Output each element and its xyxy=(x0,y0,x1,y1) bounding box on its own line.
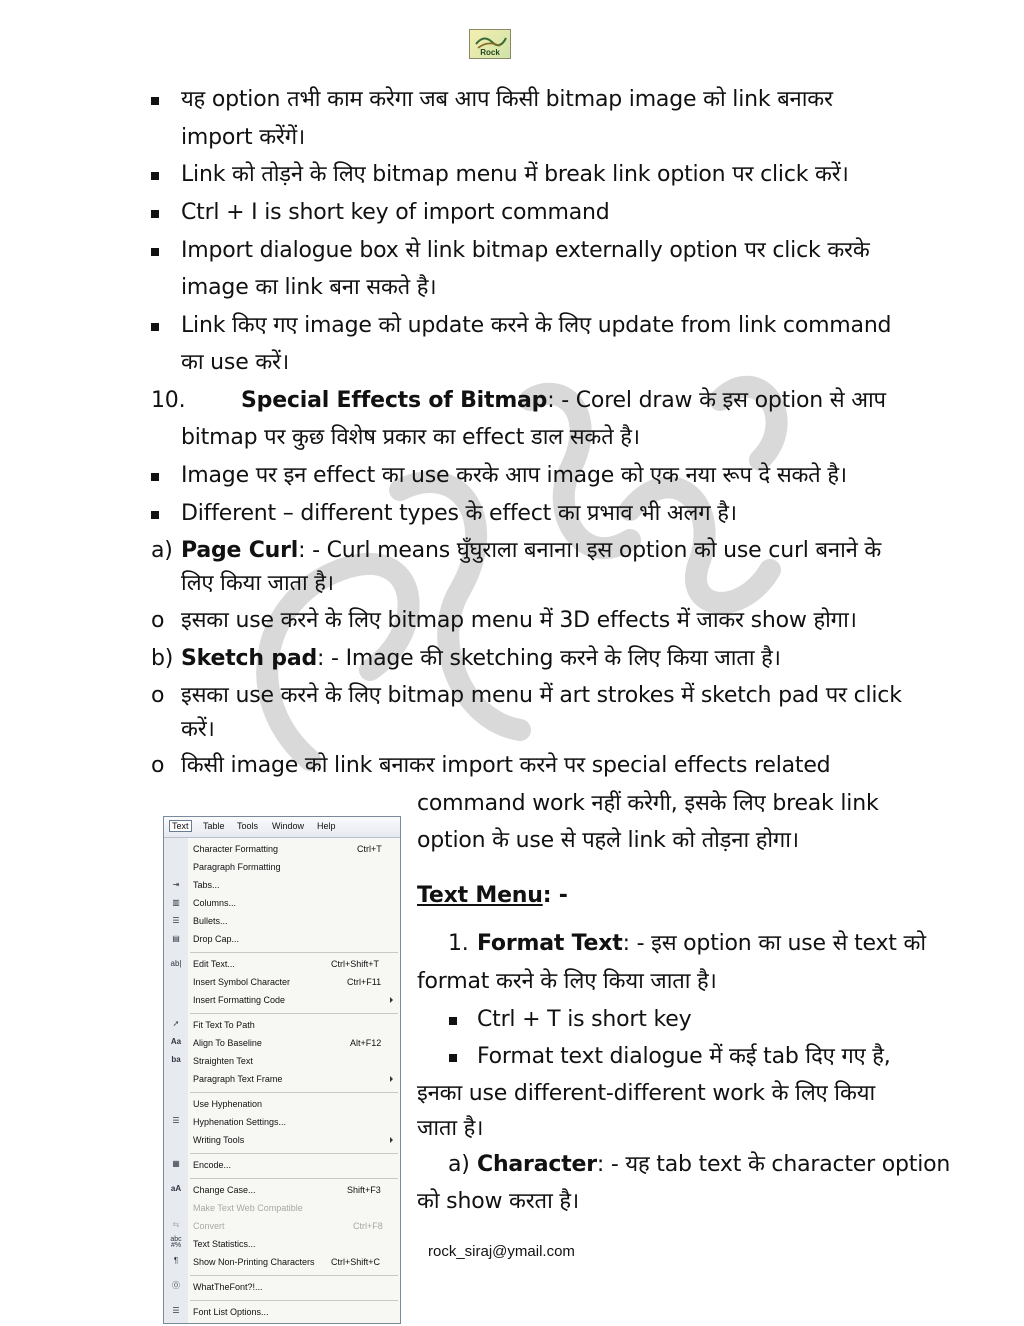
menu-shortcut: Shift+F3 xyxy=(347,1185,381,1195)
list-marker: a) xyxy=(151,538,173,563)
hyphenation-settings-icon: ☰ xyxy=(172,1116,180,1125)
menu-separator xyxy=(190,952,398,953)
menu-item-change-case[interactable]: Change Case... xyxy=(193,1185,256,1195)
menu-item-hyphenation-settings[interactable]: Hyphenation Settings... xyxy=(193,1117,287,1127)
bullet-text: Link को तोड़ने के लिए bitmap menu में break link option पर click करें। xyxy=(181,162,849,187)
page-curl-title: Page Curl xyxy=(181,538,299,563)
continuation-line xyxy=(0,712,1024,748)
format-text-desc: format करने के लिए किया जाता है। xyxy=(417,969,717,994)
columns-icon: ▥ xyxy=(172,898,180,907)
submenu-arrow-icon xyxy=(390,1137,393,1143)
sketch-pad-line xyxy=(0,641,1024,677)
bullet-line xyxy=(0,195,1024,231)
note-line xyxy=(0,748,1024,784)
menu-item-insert-formatting-code[interactable]: Insert Formatting Code xyxy=(193,995,286,1005)
bullet-marker xyxy=(151,248,159,256)
note-text: option के use से पहले link को तोड़ना होगा। xyxy=(417,828,799,853)
continuation-line xyxy=(0,964,1024,1000)
page-curl-text: लिए किया जाता है। xyxy=(181,571,334,596)
bullet-line xyxy=(0,82,1024,118)
note-text: किसी image को link बनाकर import करने पर special effects related xyxy=(181,753,831,778)
font-list-icon: ☰ xyxy=(172,1306,180,1315)
bullet-text: यह option तभी काम करेगा जब आप किसी bitmap image को link बनाकर xyxy=(181,87,833,112)
pilcrow-icon: ¶ xyxy=(173,1256,179,1265)
menubar-table[interactable]: Table xyxy=(203,821,225,831)
menu-item-paragraph-text-frame[interactable]: Paragraph Text Frame xyxy=(193,1074,283,1084)
circle-marker: o xyxy=(151,608,165,633)
encode-icon: ▦ xyxy=(172,1159,180,1168)
text-statistics-icon: abc #% xyxy=(170,1236,182,1249)
body-text: जाता है। xyxy=(417,1116,484,1141)
bullet-line xyxy=(0,1039,1024,1075)
fit-text-path-icon: ➚ xyxy=(172,1019,180,1028)
list-marker: b) xyxy=(151,646,174,671)
menu-item-text-statistics[interactable]: Text Statistics... xyxy=(193,1239,256,1249)
note-line xyxy=(0,786,1024,822)
bullet-text: Format text dialogue में कई tab दिए गए है, xyxy=(477,1044,891,1069)
note-line xyxy=(0,823,1024,859)
menu-item-straighten-text[interactable]: Straighten Text xyxy=(193,1056,253,1066)
page-curl-text: : - Curl means घुँघुराला बनाना। इस option को use curl बनाने के xyxy=(298,538,882,563)
circle-marker: o xyxy=(151,683,165,708)
list-number: 1. xyxy=(448,931,469,956)
bullet-text: Import dialogue box से link bitmap externally option पर click करके xyxy=(181,238,870,263)
continuation-line xyxy=(0,1076,1024,1112)
menu-item-whatthefont[interactable]: WhatTheFont?!... xyxy=(193,1282,263,1292)
sub-item-line xyxy=(0,603,1024,639)
menu-item-font-list-options[interactable]: Font List Options... xyxy=(193,1307,269,1317)
sub-item-line xyxy=(0,678,1024,714)
edit-text-icon: ab| xyxy=(170,959,182,968)
bullets-icon: ☰ xyxy=(172,916,180,925)
bullet-text: image का link बना सकते है। xyxy=(181,275,437,300)
menu-separator xyxy=(190,1178,398,1179)
bullet-line xyxy=(0,458,1024,494)
bullet-text: Image पर इन effect का use करके आप image को एक नया रूप दे सकते है। xyxy=(181,463,847,488)
menu-separator xyxy=(190,1013,398,1014)
whatthefont-icon: ⓪ xyxy=(172,1281,180,1290)
menu-item-drop-cap[interactable]: Drop Cap... xyxy=(193,934,240,944)
bullet-marker xyxy=(151,511,159,519)
bullet-text: Ctrl + I is short key of import command xyxy=(181,200,610,225)
bullet-marker xyxy=(151,97,159,105)
menu-item-use-hyphenation[interactable]: Use Hyphenation xyxy=(193,1099,263,1109)
character-title: Character xyxy=(477,1152,597,1177)
rock-logo xyxy=(469,29,511,59)
menu-item-character-formatting[interactable]: Character Formatting xyxy=(193,844,279,854)
menu-shortcut: Ctrl+F8 xyxy=(353,1221,383,1231)
menu-separator xyxy=(190,1275,398,1276)
bullet-line xyxy=(0,233,1024,269)
icon-gutter xyxy=(164,838,188,1323)
bullet-marker xyxy=(151,323,159,331)
tabs-icon: ⇥ xyxy=(172,880,180,889)
convert-icon: ⇆ xyxy=(172,1220,180,1229)
sketch-pad-title: Sketch pad xyxy=(181,646,318,671)
menu-shortcut: Ctrl+F11 xyxy=(347,977,382,987)
align-baseline-icon: Aa xyxy=(170,1037,182,1046)
continuation-line xyxy=(0,1184,1024,1220)
continuation-line xyxy=(0,345,1024,381)
bullet-marker xyxy=(151,172,159,180)
menubar-help[interactable]: Help xyxy=(317,821,336,831)
menubar-text[interactable]: Text xyxy=(169,820,192,832)
sub-item-text: करें। xyxy=(181,717,215,742)
format-text-desc: : - इस option का use से text को xyxy=(622,931,926,956)
menu-item-convert[interactable]: Convert xyxy=(193,1221,225,1231)
section-number: 10. xyxy=(151,388,186,413)
bullet-marker xyxy=(449,1054,457,1062)
change-case-icon: aA xyxy=(170,1184,182,1193)
sketch-pad-text: : - Image की sketching करने के लिए किया जाता है। xyxy=(317,646,781,671)
footer-email: rock_siraj@ymail.com xyxy=(428,1243,575,1260)
heading-text: Text Menu xyxy=(417,883,543,908)
menubar xyxy=(164,817,400,838)
bullet-marker xyxy=(449,1017,457,1025)
body-text: इनका use different-different work के लिए किया xyxy=(417,1081,875,1106)
menu-separator xyxy=(190,1092,398,1093)
continuation-line xyxy=(0,120,1024,156)
text-menu-screenshot xyxy=(163,816,401,1324)
menubar-window[interactable]: Window xyxy=(272,821,305,831)
format-text-line xyxy=(0,926,1024,962)
bullet-text: Different – different types के effect का प्रभाव भी अलग है। xyxy=(181,501,737,526)
menu-item-insert-symbol[interactable]: Insert Symbol Character xyxy=(193,977,291,987)
submenu-arrow-icon xyxy=(390,997,393,1003)
bullet-line xyxy=(0,157,1024,193)
continuation-line xyxy=(0,1111,1024,1147)
continuation-line xyxy=(0,420,1024,456)
character-line xyxy=(0,1147,1024,1183)
section-text: bitmap पर कुछ विशेष प्रकार का effect डाल सकते है। xyxy=(181,425,640,450)
menu-item-edit-text[interactable]: Edit Text... xyxy=(193,959,235,969)
continuation-line xyxy=(0,566,1024,602)
menu-item-columns[interactable]: Columns... xyxy=(193,898,237,908)
submenu-arrow-icon xyxy=(390,1076,393,1082)
menu-item-show-non-printing[interactable]: Show Non-Printing Characters xyxy=(193,1257,315,1267)
menu-item-make-text-web-compatible[interactable]: Make Text Web Compatible xyxy=(193,1203,303,1213)
drop-cap-icon: ▤ xyxy=(172,934,180,943)
menu-item-align-to-baseline[interactable]: Align To Baseline xyxy=(193,1038,262,1048)
section-10-heading xyxy=(0,383,1024,419)
sub-item-text: इसका use करने के लिए bitmap menu में art strokes में sketch pad पर click xyxy=(181,683,902,708)
character-text: को show करता है। xyxy=(417,1189,579,1214)
menu-shortcut: Ctrl+T xyxy=(357,844,382,854)
sub-item-text: इसका use करने के लिए bitmap menu में 3D effects में जाकर show होगा। xyxy=(181,608,857,633)
page-curl-line xyxy=(0,533,1024,569)
menu-item-fit-text-to-path[interactable]: Fit Text To Path xyxy=(193,1020,255,1030)
bullet-text: import करेंगें। xyxy=(181,125,306,150)
menu-shortcut: Ctrl+Shift+T xyxy=(331,959,380,969)
menu-item-writing-tools[interactable]: Writing Tools xyxy=(193,1135,245,1145)
section-title: Special Effects of Bitmap xyxy=(241,388,548,413)
menu-item-encode[interactable]: Encode... xyxy=(193,1160,232,1170)
menu-separator xyxy=(190,1153,398,1154)
bullet-marker xyxy=(151,210,159,218)
bullet-marker xyxy=(151,473,159,481)
bullet-text: Ctrl + T is short key xyxy=(477,1007,692,1032)
bullet-text: का use करें। xyxy=(181,350,289,375)
menu-item-paragraph-formatting[interactable]: Paragraph Formatting xyxy=(193,862,281,872)
note-text: command work नहीं करेगी, इसके लिए break link xyxy=(417,791,879,816)
menu-item-bullets[interactable]: Bullets... xyxy=(193,916,228,926)
format-text-title: Format Text xyxy=(477,931,623,956)
continuation-line xyxy=(0,270,1024,306)
straighten-text-icon: ba xyxy=(171,1055,181,1064)
bullet-line xyxy=(0,308,1024,344)
menu-item-tabs[interactable]: Tabs... xyxy=(193,880,220,890)
circle-marker: o xyxy=(151,753,165,778)
bullet-line xyxy=(0,496,1024,532)
list-marker: a) xyxy=(448,1152,470,1177)
text-menu-heading xyxy=(0,878,1024,914)
menu-separator xyxy=(190,1300,398,1301)
heading-suffix: : - xyxy=(542,883,568,908)
menu-shortcut: Alt+F12 xyxy=(350,1038,382,1048)
bullet-text: Link किए गए image को update करने के लिए update from link command xyxy=(181,313,892,338)
logo-text: Rock xyxy=(480,48,500,57)
character-text: : - यह tab text के character option xyxy=(596,1152,951,1177)
menu-shortcut: Ctrl+Shift+C xyxy=(331,1257,381,1267)
bullet-line xyxy=(0,1002,1024,1038)
menubar-tools[interactable]: Tools xyxy=(237,821,259,831)
section-intro: : - Corel draw के इस option से आप xyxy=(547,388,886,413)
